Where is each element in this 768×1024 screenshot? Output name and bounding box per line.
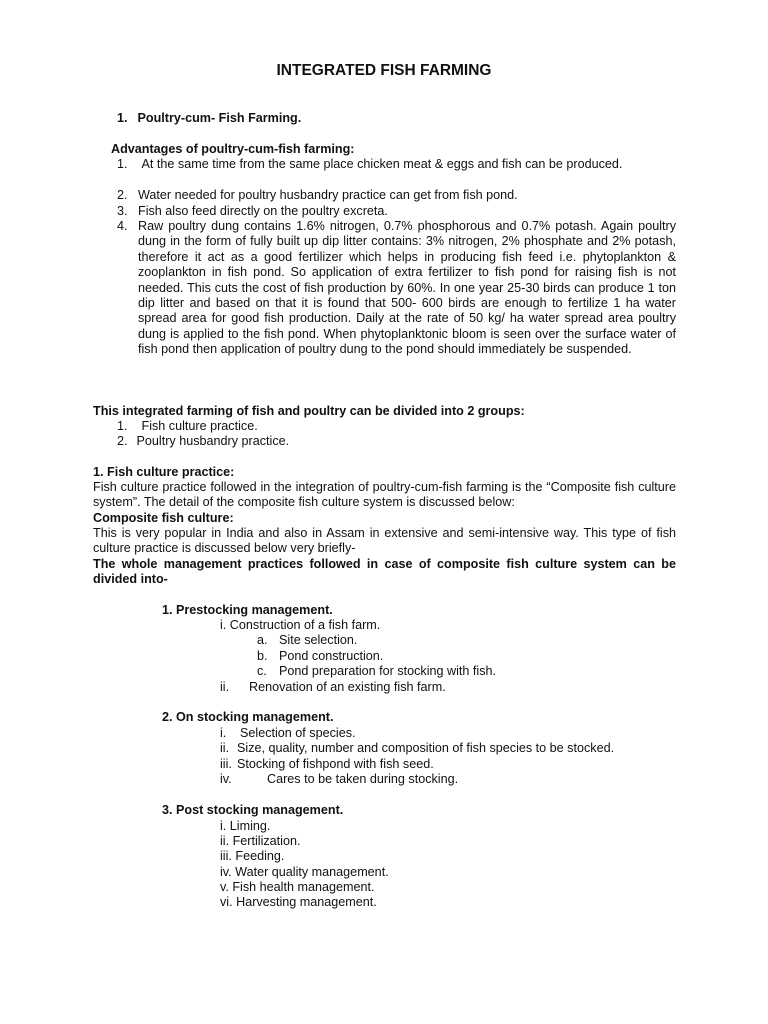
prestocking-heading: 1. Prestocking management. xyxy=(162,603,333,617)
onstocking-item-3 xyxy=(220,757,434,772)
list-text: Pond construction. xyxy=(279,649,384,663)
list-number: 3. xyxy=(117,204,128,218)
list-number: b. xyxy=(257,649,268,663)
list-number: iii. xyxy=(220,757,232,771)
composite-text: This is very popular in India and also in Assam in extensive and semi-intensive way. This type of fish culture practice is discussed below very briefly- xyxy=(93,526,676,556)
onstocking-item-1 xyxy=(220,726,356,741)
poststocking-item-1: i. Liming. xyxy=(220,819,271,833)
list-text: Pond preparation for stocking with fish. xyxy=(279,664,497,678)
onstocking-heading: 2. On stocking management. xyxy=(162,710,334,724)
section-title: Poultry-cum- Fish Farming. xyxy=(137,111,302,125)
onstocking-item-2 xyxy=(220,741,614,756)
advantage-item-3 xyxy=(117,204,676,219)
list-number: 2. xyxy=(117,434,128,448)
advantages-heading: Advantages of poultry-cum-fish farming: xyxy=(111,142,355,156)
list-number: a. xyxy=(257,633,268,647)
list-number: i. xyxy=(220,726,227,740)
list-text: Fish also feed directly on the poultry excreta. xyxy=(138,204,388,218)
list-number: 4. xyxy=(117,219,128,233)
list-number: c. xyxy=(257,664,267,678)
group-item-1 xyxy=(117,419,258,434)
advantage-item-1 xyxy=(117,157,676,172)
list-text: Size, quality, number and composition of fish species to be stocked. xyxy=(237,741,615,755)
management-text: The whole management practices followed in case of composite fish culture system can be divided into- xyxy=(93,557,676,587)
poststocking-item-6: vi. Harvesting management. xyxy=(220,895,377,909)
section-number: 1. xyxy=(117,111,128,125)
groups-heading: This integrated farming of fish and poultry can be divided into 2 groups: xyxy=(93,404,525,418)
list-text: Renovation of an existing fish farm. xyxy=(249,680,446,694)
page-title: INTEGRATED FISH FARMING xyxy=(276,62,492,79)
poststocking-heading: 3. Post stocking management. xyxy=(162,803,344,817)
advantage-item-2 xyxy=(117,188,676,203)
list-number: ii. xyxy=(220,680,230,694)
list-number: 2. xyxy=(117,188,128,202)
poststocking-item-3: iii. Feeding. xyxy=(220,849,285,863)
list-number: 1. xyxy=(117,419,128,433)
list-number: ii. xyxy=(220,741,230,755)
fish-culture-text: Fish culture practice followed in the integration of poultry-cum-fish farming is the “Composite fish culture system”. The detail of the composite fish culture system is discussed below: xyxy=(93,480,676,510)
prestocking-sub-a xyxy=(257,633,357,648)
list-text: Poultry husbandry practice. xyxy=(136,434,290,448)
list-text: Cares to be taken during stocking. xyxy=(267,772,459,786)
prestocking-item-i: i. Construction of a fish farm. xyxy=(220,618,381,632)
group-item-2 xyxy=(117,434,289,449)
list-text: Raw poultry dung contains 1.6% nitrogen, 0.7% phosphorous and 0.7% potash. Again poultry dung in the form of fully built up dip litter contains: 3% nitrogen, 2% phosphate and 2% potash, therefore it act as a good fertilizer which helps in producing fish feed i.e. phytoplankton & zooplankton in fish pond. So application of extra fertilizer to fish pond for raising fish is not needed. This cuts the cost of fish production by 60%. In one year 25-30 birds can produce 1 ton dip litter and based on that it is found that 500- 600 birds are enough to fertilize 1 ha water spread area for good fish production. Daily at the rate of 50 kg/ ha water spread area poultry dung is applied to the fish pond. When phytoplanktonic bloom is seen over the surface water of fish pond then application of poultry dung to the pond should immediately be suspended. xyxy=(138,219,676,357)
list-text: At the same time from the same place chicken meat & eggs and fish can be produced. xyxy=(141,157,623,171)
list-text: Water needed for poultry husbandry practice can get from fish pond. xyxy=(138,188,518,202)
poststocking-item-5: v. Fish health management. xyxy=(220,880,375,894)
list-text: Selection of species. xyxy=(240,726,356,740)
poststocking-item-4: iv. Water quality management. xyxy=(220,865,389,879)
list-number: 1. xyxy=(117,157,128,171)
composite-heading: Composite fish culture: xyxy=(93,511,234,525)
fish-culture-heading: 1. Fish culture practice: xyxy=(93,465,235,479)
list-text: Site selection. xyxy=(279,633,358,647)
onstocking-item-4 xyxy=(220,772,458,787)
prestocking-sub-c xyxy=(257,664,496,679)
advantage-item-4 xyxy=(117,219,676,358)
list-text: Fish culture practice. xyxy=(141,419,258,433)
prestocking-item-ii xyxy=(220,680,446,695)
section-heading-poultry-fish xyxy=(117,111,301,126)
poststocking-item-2: ii. Fertilization. xyxy=(220,834,301,848)
list-text: Stocking of fishpond with fish seed. xyxy=(237,757,434,771)
list-number: iv. xyxy=(220,772,232,786)
prestocking-sub-b xyxy=(257,649,383,664)
